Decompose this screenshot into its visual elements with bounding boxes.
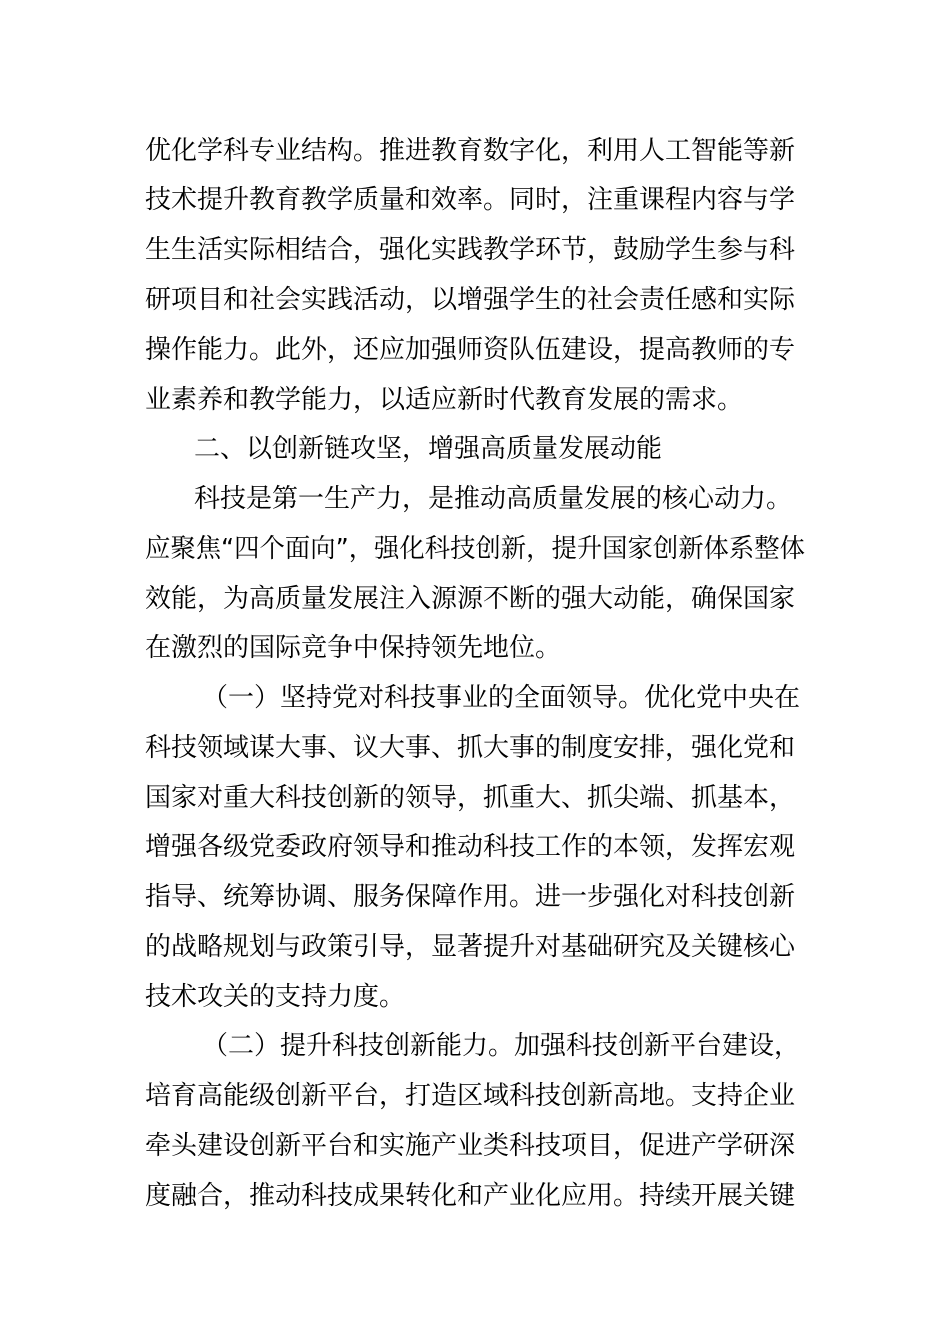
text-line: 科技是第一生产力，是推动高质量发展的核心动力。 <box>194 484 793 514</box>
text-line: 技术提升教育教学质量和效率。同时，注重课程内容与学 <box>145 185 796 215</box>
text-line: 技术攻关的支持力度。 <box>145 982 406 1012</box>
text-line: 培育高能级创新平台，打造区域科技创新高地。支持企业 <box>145 1081 796 1111</box>
text-line: 增强各级党委政府领导和推动科技工作的本领，发挥宏观 <box>145 832 796 862</box>
text-line: 生生活实际相结合，强化实践教学环节，鼓励学生参与科 <box>145 235 796 265</box>
text-line: 业素养和教学能力，以适应新时代教育发展的需求。 <box>145 385 744 415</box>
text-line: 优化学科专业结构。推进教育数字化，利用人工智能等新 <box>145 136 796 166</box>
text-line: 效能，为高质量发展注入源源不断的强大动能，确保国家 <box>145 584 796 614</box>
text-line: 应聚焦“四个面向”，强化科技创新，提升国家创新体系整体 <box>145 534 805 564</box>
text-line: 操作能力。此外，还应加强师资队伍建设，提高教师的专 <box>145 335 796 365</box>
subsection-heading: （一）坚持党对科技事业的全面领导。优化党中央在 <box>202 683 801 713</box>
text-line: 牵头建设创新平台和实施产业类科技项目，促进产学研深 <box>145 1131 796 1161</box>
text-line: 科技领域谋大事、议大事、抓大事的制度安排，强化党和 <box>145 733 796 763</box>
text-line: 国家对重大科技创新的领导，抓重大、抓尖端、抓基本， <box>145 783 796 813</box>
subsection-heading: （二）提升科技创新能力。加强科技创新平台建设， <box>202 1031 801 1061</box>
text-line: 在激烈的国际竞争中保持领先地位。 <box>145 633 562 663</box>
section-heading: 二、以创新链攻坚，增强高质量发展动能 <box>194 434 663 464</box>
text-line: 度融合，推动科技成果转化和产业化应用。持续开展关键 <box>145 1181 796 1211</box>
text-line: 研项目和社会实践活动，以增强学生的社会责任感和实际 <box>145 285 796 315</box>
text-line: 的战略规划与政策引导，显著提升对基础研究及关键核心 <box>145 932 796 962</box>
text-line: 指导、统筹协调、服务保障作用。进一步强化对科技创新 <box>145 882 796 912</box>
